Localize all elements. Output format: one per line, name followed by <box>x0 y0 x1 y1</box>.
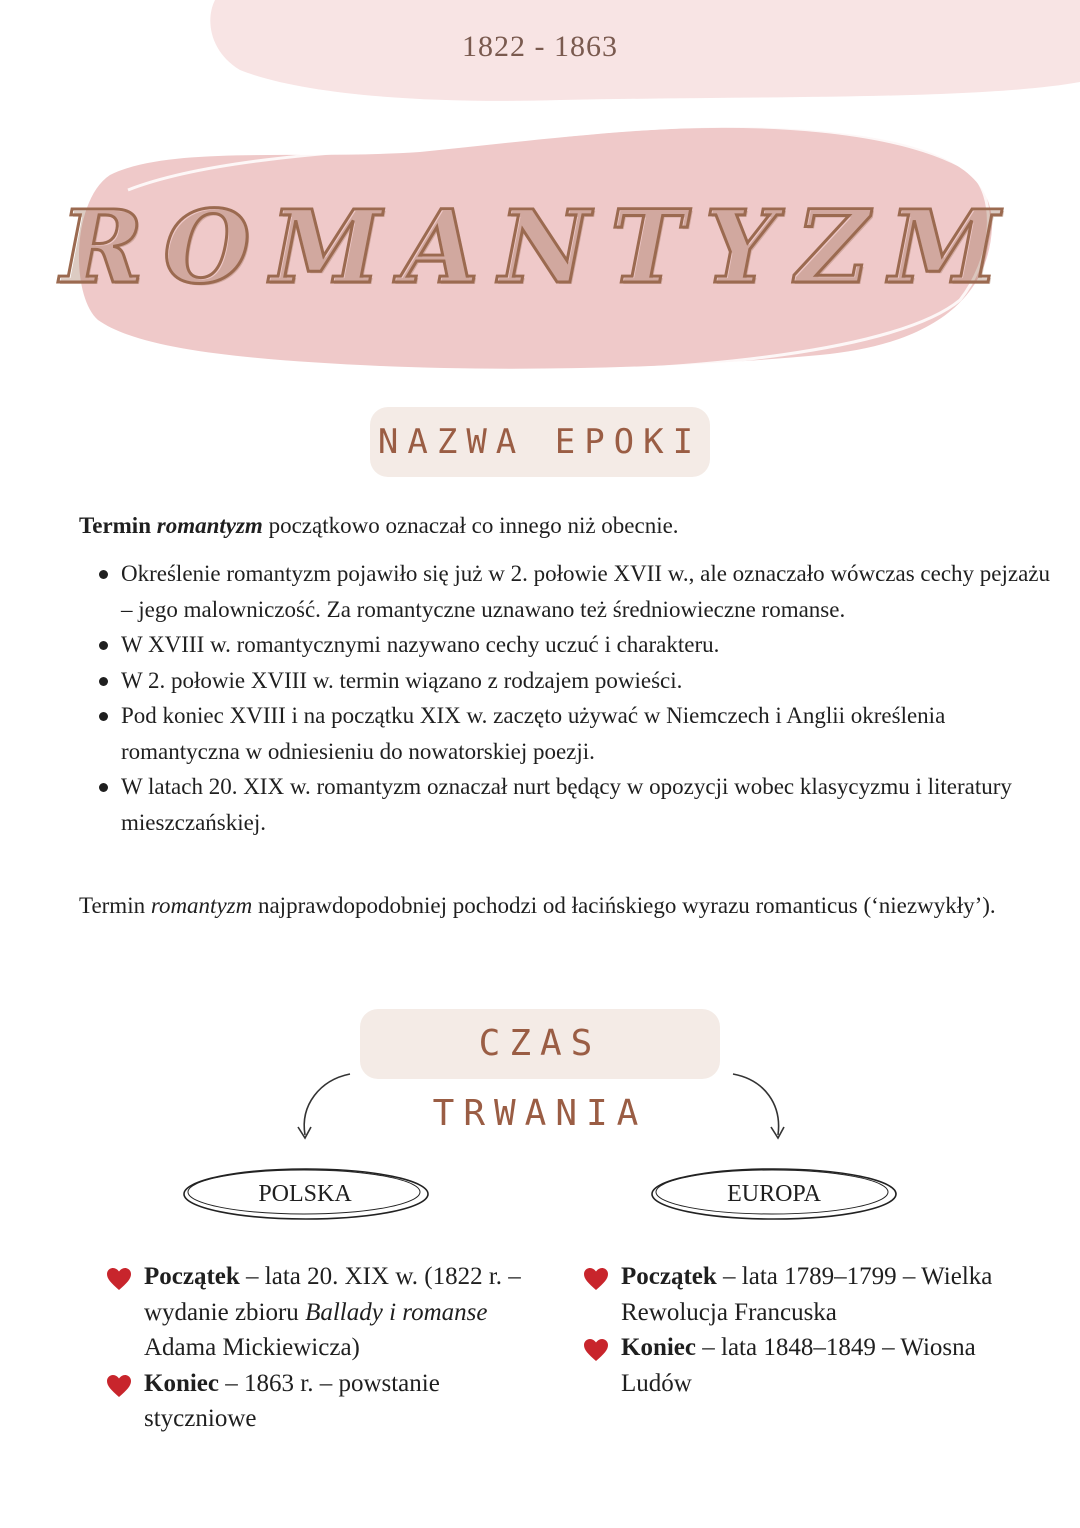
list-item <box>585 1259 1005 1330</box>
etymology-paragraph <box>79 888 1019 924</box>
poland-start-text-end: Adama Mickiewicza) <box>144 1334 360 1361</box>
intro-paragraph <box>79 508 1019 544</box>
poland-period-list <box>108 1259 528 1437</box>
intro-rest: początkowo oznaczał co innego niż obecnie. <box>262 513 679 538</box>
heart-icon <box>583 1267 609 1291</box>
heart-icon <box>106 1374 132 1398</box>
region-label-europe: EUROPA <box>727 1181 821 1207</box>
list-item <box>108 1366 528 1437</box>
outro-rest: najprawdopodobniej pochodzi od łacińskiego wyrazu romanticus (‘niezwykły’). <box>252 893 996 918</box>
heart-icon <box>106 1267 132 1291</box>
poland-start-text: – lata 20. XIX w. (1822 r. – wydanie zbioru <box>144 1263 521 1326</box>
list-item: W XVIII w. romantycznymi nazywano cechy uczuć i charakteru. <box>121 627 1061 663</box>
region-label-poland: POLSKA <box>258 1181 352 1207</box>
europe-end-label: Koniec <box>621 1334 696 1361</box>
section-heading-name: NAZWA EPOKI <box>370 407 710 477</box>
poland-start-italic: Ballady i romanse <box>305 1298 488 1326</box>
date-range: 1822 - 1863 <box>462 30 618 63</box>
europe-period-list <box>585 1259 1005 1401</box>
poland-start-label: Początek <box>144 1263 240 1290</box>
intro-bold-italic: romantyzm <box>156 513 263 538</box>
list-item: Określenie romantyzm pojawiło się już w 2. połowie XVII w., ale oznaczało wówczas cechy pejzażu – jego malowniczość. Za romantyczne uznawano też średniowieczne romanse. <box>121 556 1061 627</box>
poland-end-label: Koniec <box>144 1369 219 1397</box>
outro-start: Termin <box>79 893 151 918</box>
europe-end-text: – lata 1848–1849 – Wiosna Ludów <box>621 1334 976 1397</box>
outro-italic: romantyzm <box>150 893 253 918</box>
intro-bold: Termin <box>79 513 151 538</box>
curved-arrow-icon <box>733 1074 779 1135</box>
curved-arrow-icon <box>304 1074 350 1135</box>
europe-start-text: – lata 1789–1799 – Wielka Rewolucja Francuska <box>621 1263 993 1326</box>
poland-end-text: – 1863 r. – powstanie styczniowe <box>144 1369 440 1432</box>
list-item <box>108 1259 528 1366</box>
page-title: ROMANTYZM <box>60 188 1020 306</box>
list-item: W latach 20. XIX w. romantyzm oznaczał nurt będący w opozycji wobec klasycyzmu i literatury mieszczańskiej. <box>121 769 1061 840</box>
europe-start-label: Początek <box>621 1263 717 1290</box>
heart-icon <box>583 1338 609 1362</box>
section-heading-duration: CZAS TRWANIA <box>360 1009 720 1079</box>
list-item: W 2. połowie XVIII w. termin wiązano z rodzajem powieści. <box>121 663 1061 699</box>
list-item <box>585 1330 1005 1401</box>
name-bullet-list <box>79 556 1061 840</box>
list-item: Pod koniec XVIII i na początku XIX w. zaczęto używać w Niemczech i Anglii określenia romantyczna w odniesieniu do nowatorskiej poezji. <box>121 698 1061 769</box>
